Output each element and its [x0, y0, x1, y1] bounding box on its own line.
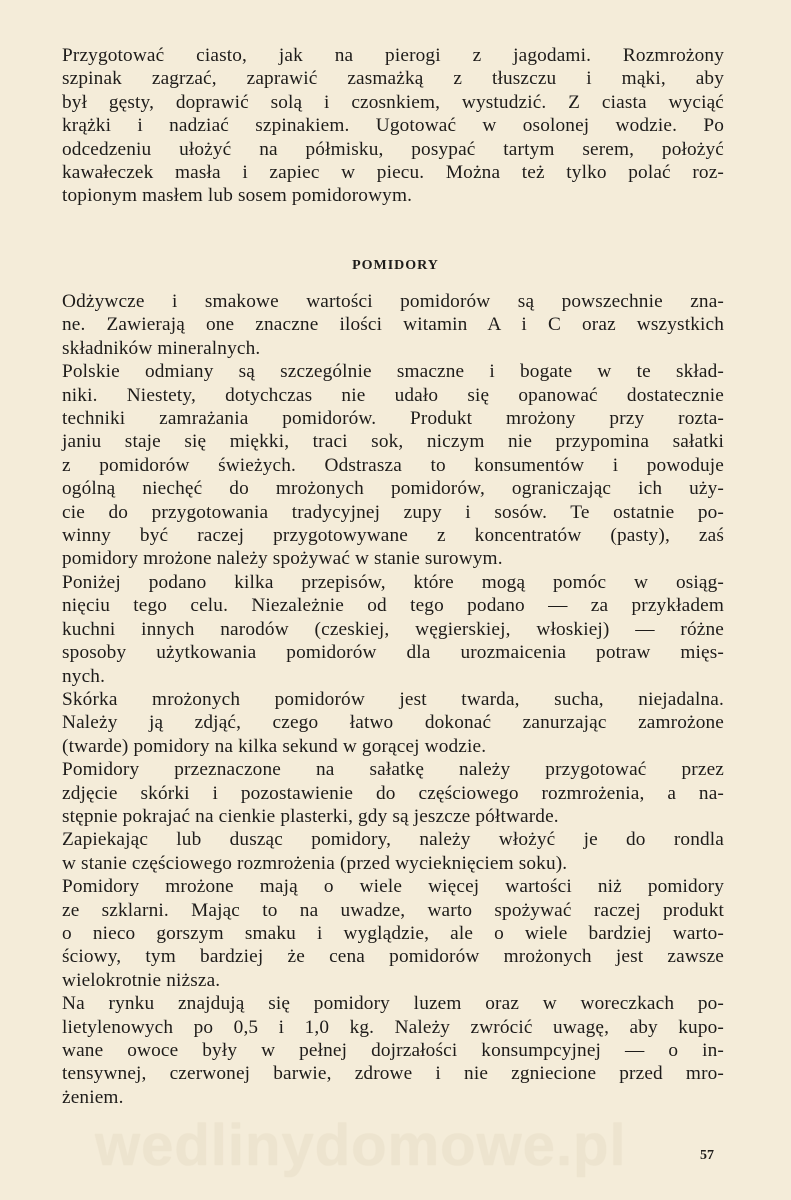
body-line: Polskie odmiany są szczególnie smaczne i bogate w te skład- — [62, 361, 724, 383]
intro-line: krążki i nadziać szpinakiem. Ugotować w osolonej wodzie. Po — [62, 115, 724, 137]
intro-line: Przygotować ciasto, jak na pierogi z jagodami. Rozmrożony — [62, 45, 724, 66]
intro-line: szpinak zagrzać, zaprawić zasmażką z tłuszczu i mąki, aby — [62, 68, 724, 90]
body-line: lietylenowych po 0,5 i 1,0 kg. Należy zwrócić uwagę, aby kupo- — [62, 1016, 724, 1038]
body-line: o nieco gorszym smaku i wyglądzie, ale o wiele bardziej warto- — [62, 922, 724, 944]
body-line: ściowy, tym bardziej że cena pomidorów mrożonych jest zawsze — [62, 946, 724, 968]
body-line: sposoby użytkowania pomidorów dla urozmaicenia potraw mięs- — [62, 642, 724, 664]
body-line: w stanie częściowego rozmrożenia (przed wycieknięciem soku). — [62, 852, 568, 874]
body-line: Poniżej podano kilka przepisów, które mogą pomóc w osiąg- — [62, 571, 724, 593]
body-line: Należy ją zdjąć, czego łatwo dokonać zanurzając zamrożone — [62, 712, 724, 734]
body-line: stępnie pokrajać na cienkie plasterki, gdy są jeszcze półtwarde. — [62, 805, 559, 827]
body-line: ogólną niechęć do mrożonych pomidorów, ograniczając ich uży- — [62, 478, 724, 500]
body-line: Odżywcze i smakowe wartości pomidorów są powszechnie zna- — [62, 291, 724, 312]
body-line: cie do przygotowania tradycyjnej zupy i sosów. Te ostatnie po- — [62, 501, 724, 523]
body-line: (twarde) pomidory na kilka sekund w gorącej wodzie. — [62, 735, 487, 757]
intro-line: topionym masłem lub sosem pomidorowym. — [62, 185, 413, 207]
body-line: kuchni innych narodów (czeskiej, węgierskiej, włoskiej) — różne — [62, 618, 724, 640]
body-line: ne. Zawierają one znaczne ilości witamin A i C oraz wszystkich — [62, 314, 724, 336]
watermark: wedlinydomowe.pl — [95, 1113, 627, 1178]
body-line: Skórka mrożonych pomidorów jest twarda, sucha, niejadalna. — [62, 688, 724, 710]
body-line: ze szklarni. Mając to na uwadze, warto spożywać raczej produkt — [62, 899, 724, 921]
intro-line: odcedzeniu ułożyć na półmisku, posypać tartym serem, położyć — [62, 138, 724, 160]
body-line: wane owoce były w pełnej dojrzałości konsumpcyjnej — o in- — [62, 1040, 724, 1061]
body-line: janiu staje się miękki, traci sok, niczym nie przypomina sałatki — [62, 431, 724, 453]
body-line: wielokrotnie niższa. — [62, 969, 221, 991]
body-line: pomidory mrożone należy spożywać w stanie surowym. — [62, 548, 503, 570]
body-line: nięciu tego celu. Niezależnie od tego podano — za przykładem — [62, 595, 724, 617]
body-line: winny być raczej przygotowywane z koncentratów (pasty), zaś — [62, 525, 724, 547]
body-line: tensywnej, czerwonej barwie, zdrowe i nie zgniecione przed mro- — [62, 1063, 724, 1085]
intro-paragraph — [62, 44, 724, 208]
body-line: niki. Niestety, dotychczas nie udało się opanować dostatecznie — [62, 384, 724, 406]
body-line: techniki zamrażania pomidorów. Produkt mrożony przy rozta- — [62, 408, 724, 430]
body-line: nych. — [62, 665, 106, 687]
body-line: składników mineralnych. — [62, 337, 261, 359]
body-line: Zapiekając lub dusząc pomidory, należy włożyć je do rondla — [62, 829, 724, 851]
intro-line: był gęsty, doprawić solą i czosnkiem, wystudzić. Z ciasta wyciąć — [62, 91, 724, 113]
intro-line: kawałeczek masła i zapiec w piecu. Można też tylko polać roz- — [62, 162, 724, 184]
body-line: Pomidory przeznaczone na sałatkę należy przygotować przez — [62, 759, 724, 781]
page-number: 57 — [700, 1148, 714, 1163]
body-line: żeniem. — [62, 1086, 124, 1108]
body-line: Na rynku znajdują się pomidory luzem oraz w woreczkach po- — [62, 993, 724, 1015]
body-line: z pomidorów świeżych. Odstrasza to konsumentów i powoduje — [62, 454, 724, 476]
section-body — [62, 290, 724, 1109]
section-title: POMIDORY — [352, 258, 439, 273]
body-line: Pomidory mrożone mają o wiele więcej wartości niż pomidory — [62, 876, 724, 898]
body-line: zdjęcie skórki i pozostawienie do częściowego rozmrożenia, a na- — [62, 782, 724, 804]
